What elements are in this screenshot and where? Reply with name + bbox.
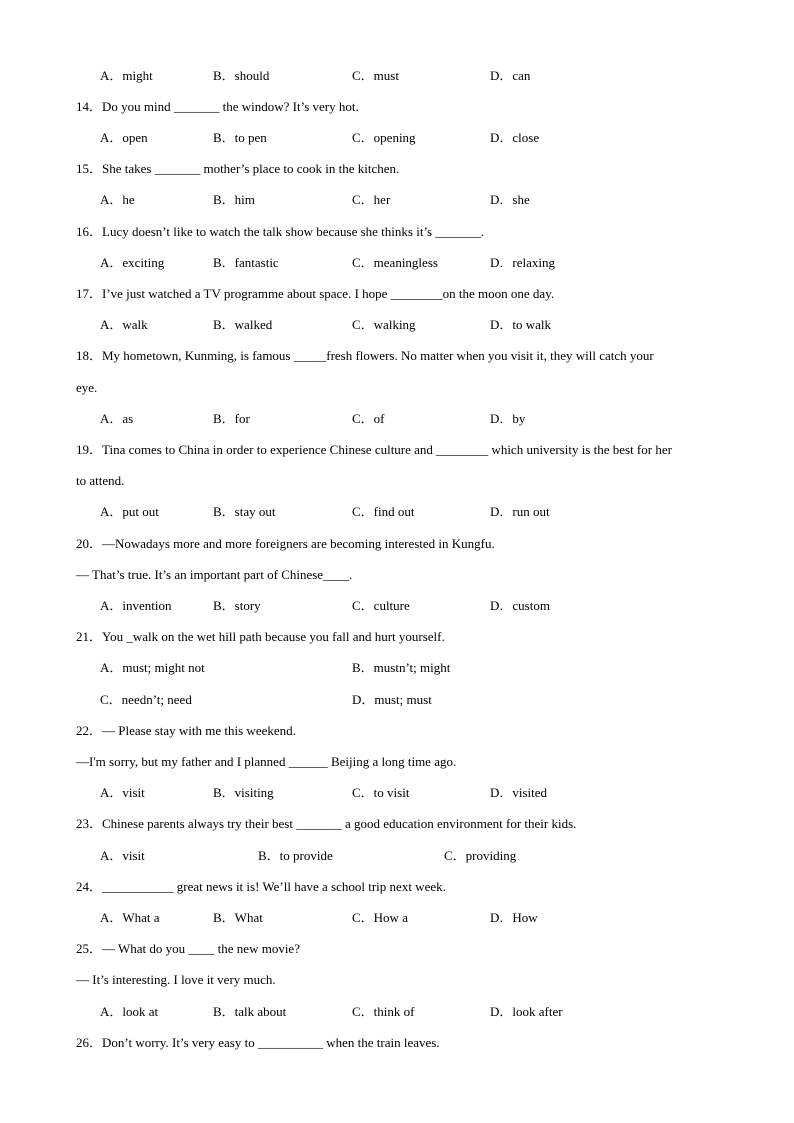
q21-stem: 21．You _walk on the wet hill path because you fall and hurt yourself. (76, 629, 445, 644)
q24-option-c: C．How a (352, 910, 408, 925)
q25-stem: 25．— What do you ____ the new movie? (76, 941, 300, 956)
q17-stem: 17．I’ve just watched a TV programme about space. I hope ________on the moon one day. (76, 286, 555, 301)
q25-option-a: A．look at (100, 1004, 159, 1019)
q15-stem: 15．She takes _______ mother’s place to cook in the kitchen. (76, 161, 400, 176)
q19-option-b: B．stay out (213, 504, 276, 519)
q14-option-d: D．close (490, 130, 540, 145)
q20-option-c: C．culture (352, 598, 410, 613)
q14-stem: 14．Do you mind _______ the window? It’s very hot. (76, 99, 359, 114)
q24-stem: 24．___________ great news it is! We’ll have a school trip next week. (76, 879, 446, 894)
q15-option-a: A．he (100, 192, 135, 207)
q19-option-a: A．put out (100, 504, 159, 519)
q24-option-b: B．What (213, 910, 263, 925)
q14-option-b: B．to pen (213, 130, 267, 145)
q13-option-d: D．can (490, 68, 531, 83)
q22-stem-continued: —I'm sorry, but my father and I planned ______ Beijing a long time ago. (76, 754, 457, 769)
q18-option-b: B．for (213, 411, 250, 426)
q16-option-b: B．fantastic (213, 255, 279, 270)
q15-option-c: C．her (352, 192, 391, 207)
q13-option-c: C．must (352, 68, 399, 83)
q26-stem: 26．Don’t worry. It’s very easy to __________ when the train leaves. (76, 1035, 440, 1050)
q21-option-d: D．must; must (352, 692, 432, 707)
q21-option-b: B．mustn’t; might (352, 660, 451, 675)
q16-stem: 16．Lucy doesn’t like to watch the talk show because she thinks it’s _______. (76, 224, 485, 239)
q25-option-d: D．look after (490, 1004, 563, 1019)
q17-option-b: B．walked (213, 317, 273, 332)
q22-option-a: A．visit (100, 785, 145, 800)
q22-stem: 22．— Please stay with me this weekend. (76, 723, 296, 738)
q25-stem-continued: — It’s interesting. I love it very much. (76, 972, 276, 987)
q25-option-c: C．think of (352, 1004, 415, 1019)
q21-option-c: C．needn’t; need (100, 692, 192, 707)
q18-stem-continued: eye. (76, 380, 98, 395)
q15-option-b: B．him (213, 192, 255, 207)
q15-option-d: D．she (490, 192, 530, 207)
q23-stem: 23．Chinese parents always try their best _______ a good education environment for their kids. (76, 816, 577, 831)
q20-option-b: B．story (213, 598, 261, 613)
q18-option-d: D．by (490, 411, 526, 426)
q19-stem: 19．Tina comes to China in order to experience Chinese culture and ________ which university is the best for her (76, 442, 672, 457)
q20-option-a: A．invention (100, 598, 172, 613)
q21-option-a: A．must; might not (100, 660, 205, 675)
q18-option-c: C．of (352, 411, 385, 426)
q24-option-d: D．How (490, 910, 538, 925)
q22-option-d: D．visited (490, 785, 548, 800)
q19-option-c: C．find out (352, 504, 415, 519)
q18-stem: 18．My hometown, Kunming, is famous _____fresh flowers. No matter when you visit it, they will catch your (76, 348, 654, 363)
q14-option-c: C．opening (352, 130, 416, 145)
q13-option-a: A．might (100, 68, 153, 83)
q17-option-d: D．to walk (490, 317, 552, 332)
q16-option-a: A．exciting (100, 255, 165, 270)
q24-option-a: A．What a (100, 910, 160, 925)
q22-option-b: B．visiting (213, 785, 274, 800)
q20-stem: 20．—Nowadays more and more foreigners are becoming interested in Kungfu. (76, 536, 495, 551)
q23-option-c: C．providing (444, 848, 517, 863)
q25-option-b: B．talk about (213, 1004, 287, 1019)
q19-stem-continued: to attend. (76, 473, 125, 488)
q16-option-c: C．meaningless (352, 255, 438, 270)
q17-option-a: A．walk (100, 317, 148, 332)
q23-option-a: A．visit (100, 848, 145, 863)
q14-option-a: A．open (100, 130, 148, 145)
q20-stem-continued: — That’s true. It’s an important part of Chinese____. (76, 567, 353, 582)
q22-option-c: C．to visit (352, 785, 410, 800)
q13-option-b: B．should (213, 68, 270, 83)
q18-option-a: A．as (100, 411, 134, 426)
q20-option-d: D．custom (490, 598, 550, 613)
q23-option-b: B．to provide (258, 848, 333, 863)
q19-option-d: D．run out (490, 504, 550, 519)
q17-option-c: C．walking (352, 317, 416, 332)
q16-option-d: D．relaxing (490, 255, 555, 270)
